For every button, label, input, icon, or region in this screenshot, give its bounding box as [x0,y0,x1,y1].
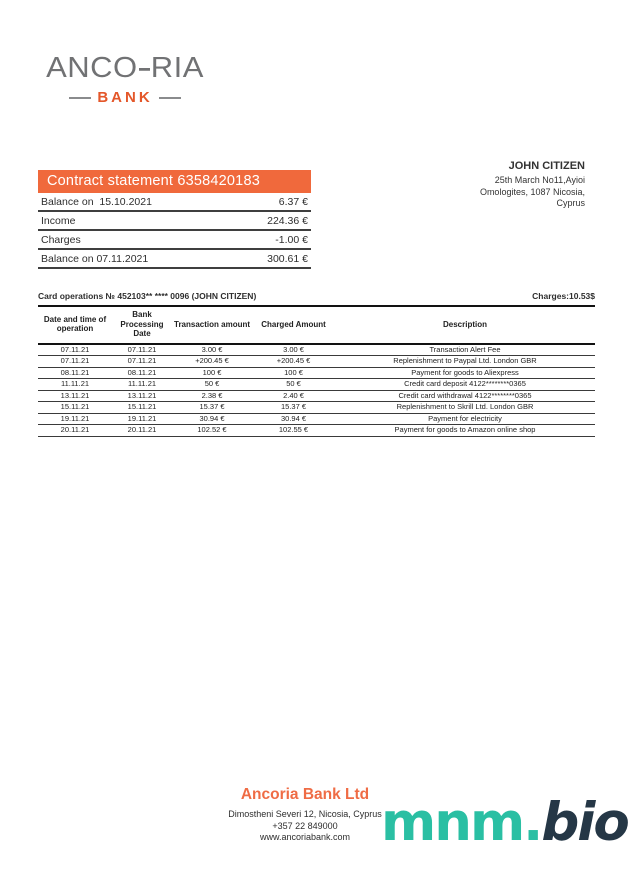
cell-processing-date: 07.11.21 [112,356,172,368]
cell-description: Transaction Alert Fee [335,344,595,356]
cell-operation-date: 07.11.21 [38,356,112,368]
cell-operation-date: 07.11.21 [38,344,112,356]
cell-description: Replenishment to Paypal Ltd. London GBR [335,356,595,368]
col-header-transaction-amount: Transaction amount [172,307,252,344]
col-header-description: Description [335,307,595,344]
cell-operation-date: 20.11.21 [38,425,112,437]
recipient-name: JOHN CITIZEN [508,160,585,172]
summary-row-income [38,212,311,231]
ancoria-bank-logo [46,50,204,106]
footer-company-name: Ancoria Bank Ltd [240,786,370,803]
summary-value: 300.61 € [267,252,308,265]
mnm-bio-watermark [381,793,628,853]
contract-statement-summary [38,170,311,269]
cell-description: Replenishment to Skrill Ltd. London GBR [335,402,595,414]
cell-transaction-amount: 50 € [172,379,252,391]
table-row [38,425,595,437]
summary-value: 224.36 € [267,214,308,227]
transactions-table-header [38,307,595,344]
cell-processing-date: 11.11.21 [112,379,172,391]
col-header-processing-date: Bank Processing Date [112,307,172,344]
card-operations-section [38,291,595,437]
cell-processing-date: 15.11.21 [112,402,172,414]
summary-row-charges [38,231,311,250]
cell-charged-amount: 3.00 € [252,344,335,356]
cell-charged-amount: 50 € [252,379,335,391]
cell-transaction-amount: 3.00 € [172,344,252,356]
cell-transaction-amount: +200.45 € [172,356,252,368]
summary-row-opening-balance [38,193,311,212]
cell-transaction-amount: 100 € [172,367,252,379]
recipient-address-line-1: 25th March No11,Ayioi [494,175,585,185]
table-row [38,379,595,391]
cell-charged-amount: 2.40 € [252,390,335,402]
cell-description: Payment for goods to Amazon online shop [335,425,595,437]
cell-processing-date: 19.11.21 [112,413,172,425]
cell-processing-date: 08.11.21 [112,367,172,379]
summary-value: 6.37 € [278,195,308,208]
watermark-prefix: mnm. [381,792,542,853]
card-operations-charges: Charges:10.53$ [532,291,595,301]
logo-bank-row [46,89,204,106]
summary-label: Balance on 07.11.2021 [41,252,149,265]
cell-charged-amount: 15.37 € [252,402,335,414]
cell-description: Payment for electricity [335,413,595,425]
cell-transaction-amount: 15.37 € [172,402,252,414]
logo-bank-label: BANK [97,89,153,106]
summary-label: Balance on 15.10.2021 [41,195,152,208]
logo-wordmark-left: ANCO [46,51,138,84]
watermark-suffix: bio [541,792,628,853]
logo-bank-dash-right [159,97,181,99]
summary-row-closing-balance [38,250,311,269]
cell-processing-date: 20.11.21 [112,425,172,437]
cell-description: Credit card withdrawal 4122********0365 [335,390,595,402]
table-row [38,402,595,414]
footer-website: www.ancoriabank.com [259,832,351,842]
cell-operation-date: 19.11.21 [38,413,112,425]
cell-charged-amount: 102.55 € [252,425,335,437]
logo-wordmark [46,51,204,84]
logo-bank-dash-left [69,97,91,99]
table-row [38,413,595,425]
cell-transaction-amount: 102.52 € [172,425,252,437]
logo-dash [139,68,150,71]
footer-address: Dimostheni Severi 12, Nicosia, Cyprus [228,809,382,819]
table-row [38,367,595,379]
cell-processing-date: 13.11.21 [112,390,172,402]
card-operations-header [38,291,595,307]
transactions-table [38,307,595,437]
cell-description: Payment for goods to Aliexpress [335,367,595,379]
card-operations-title: Card operations № 452103** **** 0096 (JOHN CITIZEN) [38,291,257,301]
summary-label: Income [41,214,76,227]
logo-wordmark-right: RIA [150,51,204,84]
contract-statement-title: Contract statement 6358420183 [38,170,311,193]
cell-charged-amount: +200.45 € [252,356,335,368]
table-row [38,356,595,368]
col-header-operation-date: Date and time of operation [38,307,112,344]
cell-operation-date: 13.11.21 [38,390,112,402]
col-header-charged-amount: Charged Amount [252,307,335,344]
cell-operation-date: 15.11.21 [38,402,112,414]
cell-transaction-amount: 2.38 € [172,390,252,402]
footer-phone: +357 22 849000 [272,820,338,831]
summary-label: Charges [41,233,81,246]
cell-operation-date: 08.11.21 [38,367,112,379]
cell-operation-date: 11.11.21 [38,379,112,391]
summary-value: -1.00 € [275,233,308,246]
recipient-address-line-2: Omologites, 1087 Nicosia, [479,186,585,197]
cell-transaction-amount: 30.94 € [172,413,252,425]
recipient-address-block [365,160,585,210]
cell-description: Credit card deposit 4122********0365 [335,379,595,391]
cell-processing-date: 07.11.21 [112,344,172,356]
cell-charged-amount: 30.94 € [252,413,335,425]
table-row [38,390,595,402]
recipient-address-line-3: Cyprus [556,198,585,208]
table-row [38,344,595,356]
cell-charged-amount: 100 € [252,367,335,379]
